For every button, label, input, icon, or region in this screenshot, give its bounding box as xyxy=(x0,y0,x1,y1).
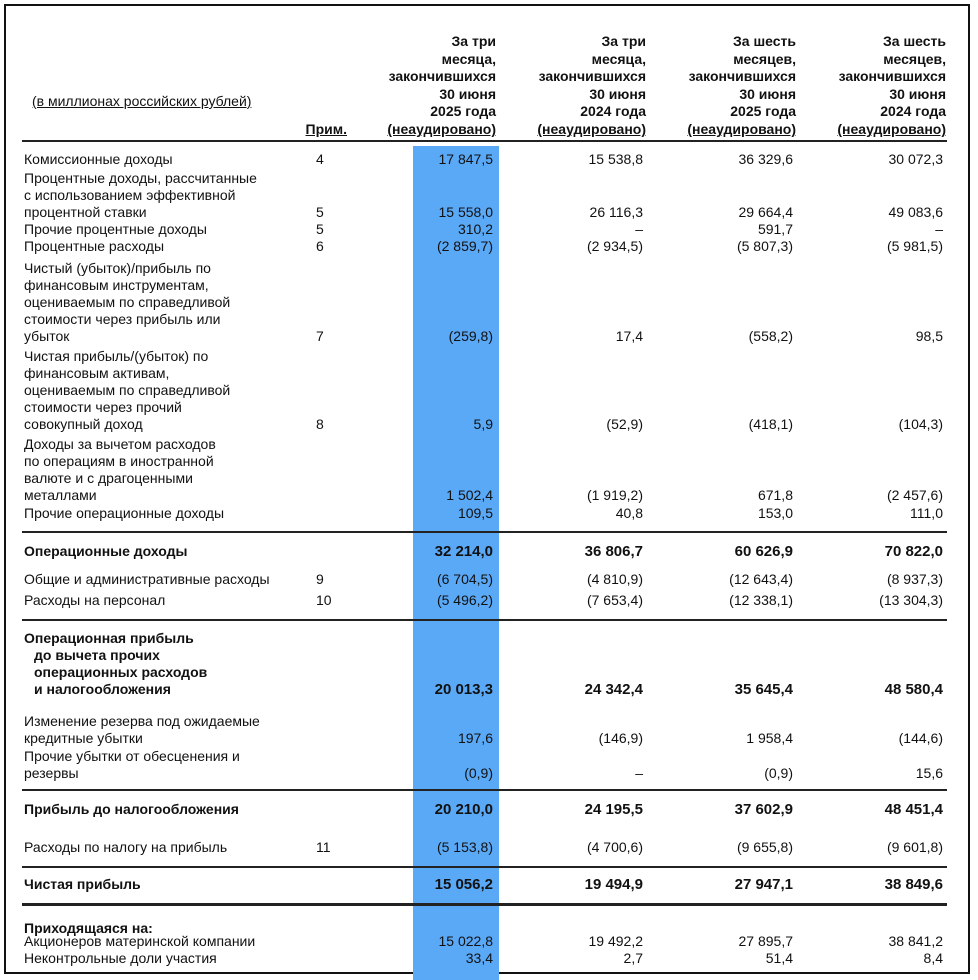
column-header-line: (неаудировано) xyxy=(537,121,646,137)
cell-value: (13 304,3) xyxy=(879,592,943,608)
cell-value: (0,9) xyxy=(764,765,793,781)
row-label: Чистая прибыль/(убыток) по xyxy=(24,348,209,364)
cell-value: 19 494,9 xyxy=(584,876,643,893)
row-label: Приходящаяся на: xyxy=(24,920,153,936)
cell-value: 19 492,2 xyxy=(588,933,643,949)
column-header-line: месяца, xyxy=(441,50,496,67)
cell-value: (5 981,5) xyxy=(886,238,943,254)
cell-value: 48 451,4 xyxy=(884,801,943,818)
cell-value: (9 601,8) xyxy=(886,839,943,855)
cell-value: – xyxy=(635,221,643,237)
cell-value: 24 195,5 xyxy=(584,801,643,818)
row-label: Расходы по налогу на прибыль xyxy=(24,839,228,855)
row-label: Прибыль до налогообложения xyxy=(24,801,239,817)
row-label: убыток xyxy=(24,328,70,344)
cell-value: 24 342,4 xyxy=(584,681,643,698)
row-label: валюте и с драгоценными xyxy=(24,470,193,486)
row-label: финансовым инструментам, xyxy=(24,277,209,293)
row-label: оцениваемым по справедливой xyxy=(24,294,231,310)
cell-value: 26 116,3 xyxy=(589,204,643,220)
row-label: по операциям в иностранной xyxy=(24,453,214,469)
row-label: Прочие процентные доходы xyxy=(24,221,207,237)
cell-value: (558,2) xyxy=(748,328,793,344)
cell-value: 310,2 xyxy=(457,221,493,237)
cell-value: (0,9) xyxy=(464,765,493,781)
cell-value: – xyxy=(635,765,643,781)
column-header-line: закончившихся xyxy=(688,68,796,85)
column-header-line: (неаудировано) xyxy=(387,121,496,137)
cell-value: (12 338,1) xyxy=(729,592,793,608)
cell-value: 15,6 xyxy=(915,765,943,781)
cell-value: 36 806,7 xyxy=(584,543,643,560)
column-header-line: За три xyxy=(601,33,646,49)
note-ref: 5 xyxy=(316,204,324,220)
column-header-line: (неаудировано) xyxy=(687,121,796,137)
cell-value: 27 947,1 xyxy=(734,876,793,893)
note-ref: 4 xyxy=(316,151,324,167)
row-label: до вычета прочих xyxy=(34,647,160,663)
note-ref: 5 xyxy=(316,221,324,237)
cell-value: 5,9 xyxy=(473,416,493,432)
cell-value: 70 822,0 xyxy=(884,543,943,560)
row-label: Операционная прибыль xyxy=(24,630,194,646)
column-header-line: 2025 года xyxy=(730,103,796,120)
row-label: Процентные расходы xyxy=(24,238,165,254)
column-header-line: закончившихся xyxy=(388,68,496,85)
cell-value: (4 810,9) xyxy=(586,571,643,587)
row-label: совокупный доход xyxy=(24,416,143,432)
cell-value: 36 329,6 xyxy=(738,151,793,167)
cell-value: (8 937,3) xyxy=(886,571,943,587)
row-label: финансовым активам, xyxy=(24,365,170,381)
column-header-line: 30 июня xyxy=(889,85,946,102)
note-ref: 7 xyxy=(316,328,324,344)
cell-value: – xyxy=(935,221,943,237)
row-label: Чистая прибыль xyxy=(24,876,141,892)
cell-value: 48 580,4 xyxy=(884,681,943,698)
unit-label: (в миллионах российских рублей) xyxy=(32,93,252,109)
cell-value: (12 643,4) xyxy=(729,571,793,587)
cell-value: (144,6) xyxy=(898,730,943,746)
column-header-line: 30 июня xyxy=(739,85,796,102)
cell-value: 51,4 xyxy=(765,950,793,966)
column-header-line: 2024 года xyxy=(880,103,946,120)
cell-value: (1 919,2) xyxy=(586,487,643,503)
row-label: Изменение резерва под ожидаемые xyxy=(24,713,260,729)
cell-value: 197,6 xyxy=(457,730,493,746)
column-header-line: 30 июня xyxy=(589,85,646,102)
row-label: процентной ставки xyxy=(24,204,147,220)
cell-value: (2 457,6) xyxy=(886,487,943,503)
row-label: Процентные доходы, рассчитанные xyxy=(24,170,257,186)
column-header-line: месяца, xyxy=(591,50,646,67)
cell-value: 2,7 xyxy=(623,950,643,966)
row-label: Расходы на персонал xyxy=(24,592,166,608)
cell-value: (146,9) xyxy=(598,730,643,746)
cell-value: 32 214,0 xyxy=(434,543,493,560)
cell-value: 153,0 xyxy=(757,505,793,521)
cell-value: (6 704,5) xyxy=(436,571,493,587)
row-label: резервы xyxy=(24,765,79,781)
note-ref: 6 xyxy=(316,238,324,254)
cell-value: 98,5 xyxy=(915,328,943,344)
cell-value: 17 847,5 xyxy=(438,151,493,167)
cell-value: 20 210,0 xyxy=(434,801,493,818)
cell-value: (2 934,5) xyxy=(586,238,643,254)
cell-value: (5 807,3) xyxy=(736,238,793,254)
row-label: Чистый (убыток)/прибыль по xyxy=(24,260,211,276)
cell-value: 60 626,9 xyxy=(734,543,793,560)
row-label: Доходы за вычетом расходов xyxy=(24,436,216,452)
cell-value: 30 072,3 xyxy=(888,151,943,167)
cell-value: 37 602,9 xyxy=(734,801,793,818)
cell-value: 111,0 xyxy=(910,505,943,521)
column-header-line: За шесть xyxy=(733,33,796,49)
cell-value: (7 653,4) xyxy=(586,592,643,608)
cell-value: 15 022,8 xyxy=(438,933,493,949)
row-label: Прочие убытки от обесценения и xyxy=(24,748,240,764)
note-ref: 11 xyxy=(316,839,331,855)
row-label: Общие и административные расходы xyxy=(24,571,270,587)
row-label: кредитные убытки xyxy=(24,730,143,746)
rule-header-bottom xyxy=(22,140,947,142)
row-label: с использованием эффективной xyxy=(24,187,236,203)
cell-value: (4 700,6) xyxy=(586,839,643,855)
row-label: Неконтрольные доли участия xyxy=(24,950,217,966)
cell-value: 20 013,3 xyxy=(434,681,493,698)
cell-value: 671,8 xyxy=(757,487,793,503)
row-label: и налогообложения xyxy=(34,681,171,697)
column-header-line: (неаудировано) xyxy=(837,121,946,137)
row-label: оцениваемым по справедливой xyxy=(24,382,231,398)
cell-value: 15 558,0 xyxy=(438,204,493,220)
rule-before-operating-income xyxy=(22,531,947,533)
note-ref: 9 xyxy=(316,571,324,587)
row-label: Акционеров материнской компании xyxy=(24,933,256,949)
cell-value: 49 083,6 xyxy=(888,204,943,220)
cell-value: (52,9) xyxy=(606,416,643,432)
cell-value: 38 849,6 xyxy=(884,876,943,893)
rule-before-operating-profit xyxy=(22,619,947,621)
row-label: Комиссионные доходы xyxy=(24,151,173,167)
note-ref: 10 xyxy=(316,592,332,608)
cell-value: (2 859,7) xyxy=(436,238,493,254)
cell-value: (5 153,8) xyxy=(436,839,493,855)
rule-before-net-profit xyxy=(22,866,947,868)
column-header-line: За три xyxy=(451,33,496,49)
column-header-line: закончившихся xyxy=(538,68,646,85)
row-label: стоимости через прибыль или xyxy=(24,311,221,327)
column-header-line: месяцев, xyxy=(883,50,946,67)
row-label: Операционные доходы xyxy=(24,543,188,559)
column-header-line: 2025 года xyxy=(430,103,496,120)
note-header: Прим. xyxy=(305,121,347,137)
cell-value: (5 496,2) xyxy=(436,592,493,608)
cell-value: (9 655,8) xyxy=(736,839,793,855)
cell-value: 33,4 xyxy=(465,950,493,966)
cell-value: (259,8) xyxy=(448,328,493,344)
cell-value: 591,7 xyxy=(757,221,793,237)
cell-value: 17,4 xyxy=(615,328,643,344)
cell-value: 1 502,4 xyxy=(446,487,493,503)
cell-value: 40,8 xyxy=(615,505,643,521)
cell-value: 15 538,8 xyxy=(588,151,643,167)
row-label: металлами xyxy=(24,487,97,503)
column-header-line: месяцев, xyxy=(733,50,796,67)
cell-value: (104,3) xyxy=(898,416,943,432)
cell-value: 1 958,4 xyxy=(746,730,793,746)
cell-value: (418,1) xyxy=(748,416,793,432)
cell-value: 27 895,7 xyxy=(738,933,793,949)
row-label: Прочие операционные доходы xyxy=(24,505,225,521)
column-header-line: 2024 года xyxy=(580,103,646,120)
column-header-line: закончившихся xyxy=(838,68,946,85)
column-header-line: 30 июня xyxy=(439,85,496,102)
cell-value: 109,5 xyxy=(457,505,493,521)
note-ref: 8 xyxy=(316,416,324,432)
row-label: стоимости через прочий xyxy=(24,399,182,415)
rule-before-pretax-profit xyxy=(22,789,947,791)
row-label: операционных расходов xyxy=(34,664,208,680)
cell-value: 15 056,2 xyxy=(434,876,493,893)
rule-after-net-profit xyxy=(22,903,947,906)
cell-value: 29 664,4 xyxy=(738,204,793,220)
cell-value: 38 841,2 xyxy=(888,933,943,949)
column-header-line: За шесть xyxy=(883,33,946,49)
cell-value: 35 645,4 xyxy=(734,681,793,698)
cell-value: 8,4 xyxy=(923,950,943,966)
